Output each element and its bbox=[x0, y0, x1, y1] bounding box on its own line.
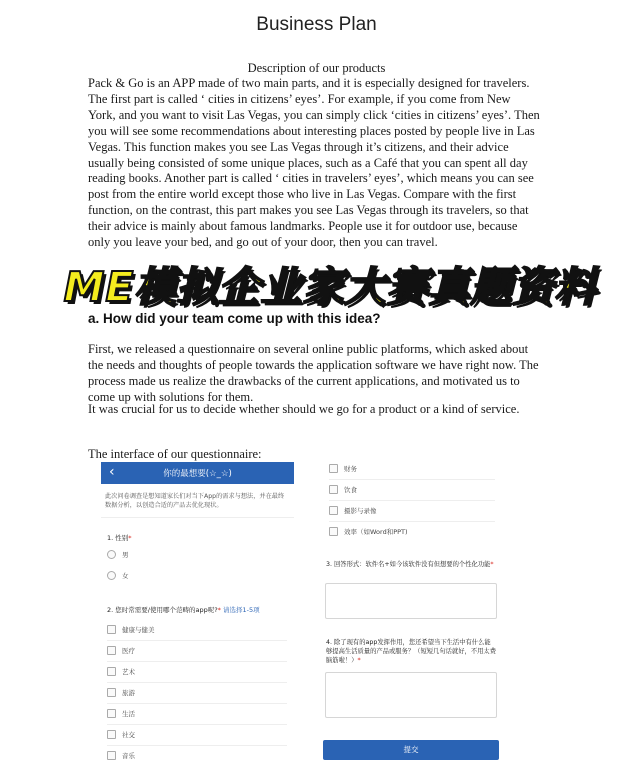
checkbox-option[interactable] bbox=[329, 482, 357, 496]
divider bbox=[107, 724, 287, 725]
option-label: 生活 bbox=[122, 709, 135, 718]
divider bbox=[107, 661, 287, 662]
checkbox-option[interactable] bbox=[107, 727, 135, 741]
checkbox-option[interactable] bbox=[107, 664, 135, 678]
checkbox-icon bbox=[107, 709, 116, 718]
option-label: 女 bbox=[122, 571, 129, 580]
question-3-label bbox=[326, 560, 496, 569]
divider bbox=[329, 479, 495, 480]
option-label: 社交 bbox=[122, 730, 135, 739]
option-label: 摄影与录像 bbox=[344, 506, 377, 515]
checkbox-icon bbox=[329, 485, 338, 494]
divider bbox=[329, 500, 495, 501]
question-2-text: 2. 您时常需要/使用哪个范畴的app呢? bbox=[107, 606, 218, 614]
checkbox-icon bbox=[107, 730, 116, 739]
divider bbox=[107, 703, 287, 704]
question-2-label bbox=[107, 605, 294, 614]
required-mark: * bbox=[357, 657, 361, 664]
question-4-answer-field[interactable] bbox=[325, 672, 497, 718]
interface-caption: The interface of our questionnaire: bbox=[88, 447, 262, 461]
divider bbox=[107, 745, 287, 746]
checkbox-icon bbox=[107, 688, 116, 697]
checkbox-icon bbox=[107, 751, 116, 760]
survey-intro: 此次问卷调查是想知道家长们对当下App的需求与想法，并在最终数据分析，以创造合适的产品去优化现状。 bbox=[105, 493, 285, 509]
questionnaire-screenshot-left bbox=[101, 462, 294, 782]
option-label: 健康与健美 bbox=[122, 625, 155, 634]
radio-icon bbox=[107, 571, 116, 580]
option-label: 饮食 bbox=[344, 485, 357, 494]
checkbox-option[interactable] bbox=[329, 524, 408, 538]
app-header-title: 你的最想要(☆_☆) bbox=[163, 469, 232, 479]
question-3-answer-field[interactable] bbox=[325, 583, 497, 619]
section-title: Description of our products bbox=[247, 61, 386, 75]
divider bbox=[107, 640, 287, 641]
watermark-banner: ME模拟企业家大赛真题资料 bbox=[63, 263, 597, 311]
radio-option-female[interactable] bbox=[107, 568, 129, 582]
selection-note: 请选择1-5项 bbox=[222, 606, 260, 614]
document-title: Business Plan bbox=[256, 14, 377, 35]
option-label: 效率（如Word和PPT) bbox=[344, 527, 408, 536]
question-1-text: 1. 性别 bbox=[107, 534, 129, 542]
product-description-paragraph: Pack & Go is an APP made of two main parts, and it is especially designed for travelers. The first part is called ‘ cities in citizens’ eyes’. For example, if you come from New York, and you want to visit Las Vegas, you can simply click ‘cities in citizens’ eyes’. Then you will see some recommendations about interesting places posted by people live in Las Vegas. This function makes you see Las Vegas through it’s citizens, and their advice usually being consisted of some unique places, such as a Café that you can spent all day reading books. Another part is called ‘ cities in travelers’ eyes’, which means you can see post from the entire world except those who live in Las Vegas. Compare with the first function, on the contrast, this part makes you see Las Vegas through its travelers, so that their advice is mainly about famous landmarks. People use it for outdoor use, because only you leave your bed, and go out of your door, then you can travel. bbox=[88, 76, 540, 250]
checkbox-option[interactable] bbox=[329, 462, 357, 475]
required-mark: * bbox=[217, 606, 221, 614]
questionnaire-paragraph: First, we released a questionnaire on several online public platforms, which asked about the needs and thoughts of people towards the application software we have right now. The process made us realize the drawbacks of the current applications, and motivated us to come up with solutions for them. bbox=[88, 342, 539, 404]
checkbox-icon bbox=[107, 646, 116, 655]
checkbox-option[interactable] bbox=[107, 643, 135, 657]
checkbox-option[interactable] bbox=[107, 706, 135, 720]
question-4-label bbox=[326, 638, 496, 665]
checkbox-option[interactable] bbox=[329, 503, 377, 517]
questionnaire-screenshot-right bbox=[323, 462, 499, 782]
option-label: 财务 bbox=[344, 464, 357, 473]
required-mark: * bbox=[128, 534, 132, 542]
section-heading-a: a. How did your team come up with this idea? bbox=[88, 311, 381, 326]
decision-paragraph: It was crucial for us to decide whether should we go for a product or a kind of service. bbox=[88, 402, 520, 416]
checkbox-icon bbox=[329, 527, 338, 536]
checkbox-icon bbox=[107, 625, 116, 634]
radio-icon bbox=[107, 550, 116, 559]
option-label: 艺术 bbox=[122, 667, 135, 676]
divider bbox=[101, 517, 294, 518]
option-label: 旅游 bbox=[122, 688, 135, 697]
question-1-label bbox=[107, 533, 132, 542]
radio-option-male[interactable] bbox=[107, 547, 129, 561]
chevron-left-icon[interactable]: ‹ bbox=[109, 464, 115, 480]
app-header bbox=[101, 462, 294, 484]
question-4-text: 4. 除了现有的app发挥作用，您还希望当下生活中有什么能够提高生活质量的产品或服务？（短短几句话就好，不用太费脑筋啦！） bbox=[326, 639, 497, 664]
checkbox-icon bbox=[107, 667, 116, 676]
option-label: 男 bbox=[122, 550, 129, 559]
checkbox-icon bbox=[329, 506, 338, 515]
required-mark: * bbox=[490, 561, 494, 568]
option-label: 音乐 bbox=[122, 751, 135, 760]
submit-button[interactable]: 提交 bbox=[323, 740, 499, 760]
checkbox-option[interactable] bbox=[107, 685, 135, 699]
checkbox-option[interactable] bbox=[107, 622, 155, 636]
divider bbox=[329, 521, 495, 522]
checkbox-option[interactable] bbox=[107, 748, 135, 762]
checkbox-icon bbox=[329, 464, 338, 473]
question-3-text: 3. 回答形式：软件名+如今该软件没有但想要的个性化功能 bbox=[326, 561, 491, 568]
divider bbox=[107, 682, 287, 683]
option-label: 医疗 bbox=[122, 646, 135, 655]
